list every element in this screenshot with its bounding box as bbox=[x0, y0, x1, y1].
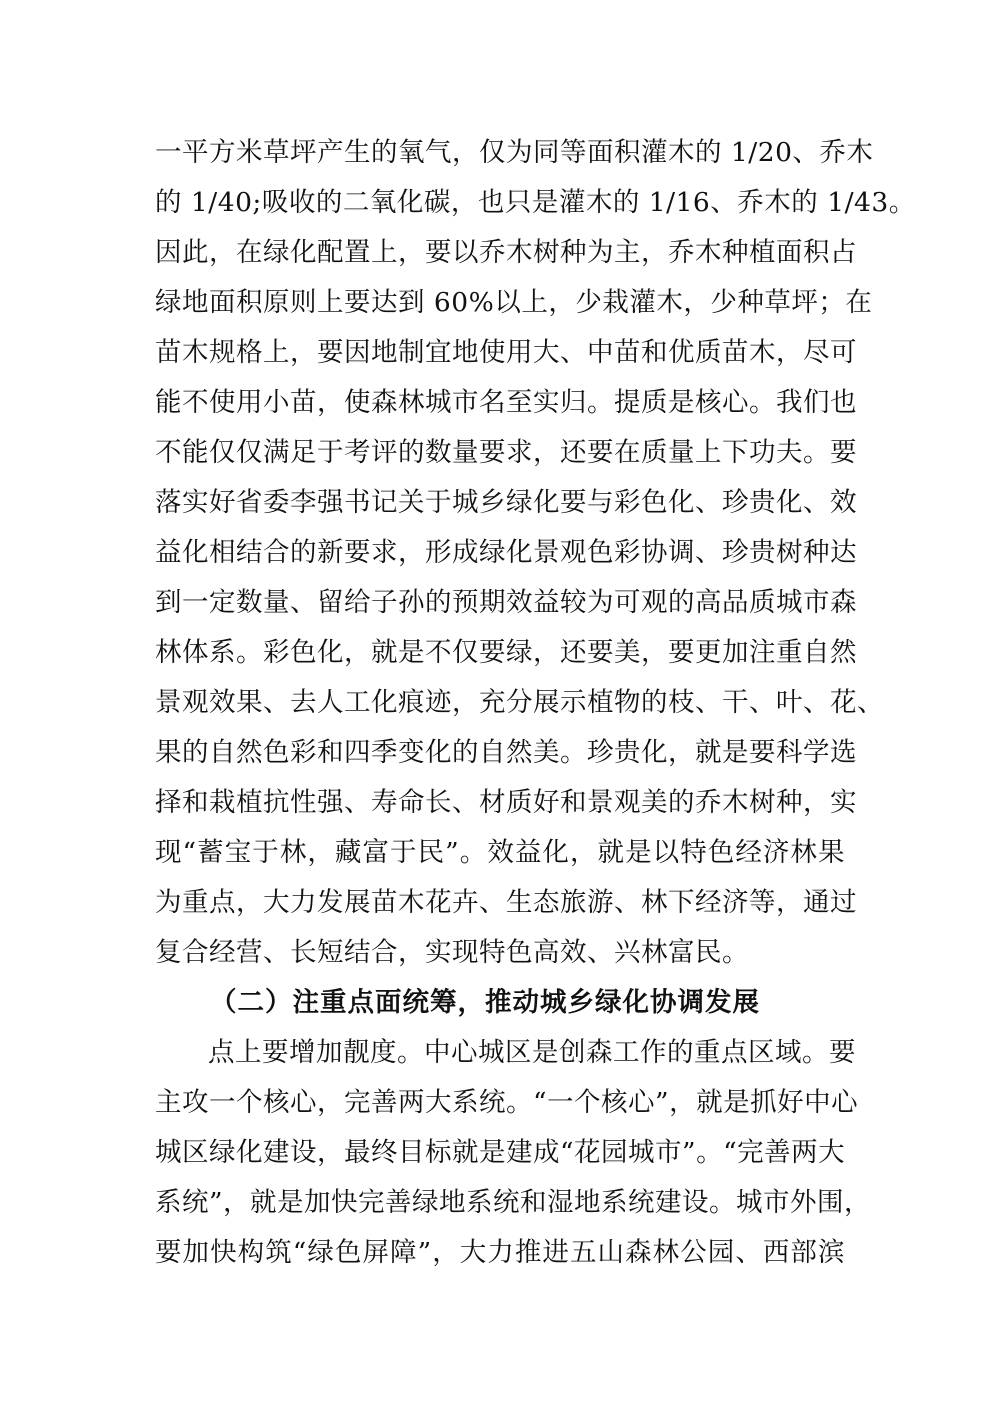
body-line: 的 1/40;吸收的二氧化碳，也只是灌木的 1/16、乔木的 1/43。 bbox=[155, 187, 916, 218]
section-heading: （二）注重点面统筹，推动城乡绿化协调发展 bbox=[210, 987, 760, 1018]
body-line: 因此，在绿化配置上，要以乔木树种为主，乔木种植面积占 bbox=[155, 237, 857, 268]
body-line: 要加快构筑“绿色屏障”，大力推进五山森林公园、西部滨 bbox=[155, 1237, 845, 1268]
body-line: 绿地面积原则上要达到 60%以上，少栽灌木，少种草坪；在 bbox=[155, 287, 873, 318]
body-line: 林体系。彩色化，就是不仅要绿，还要美，要更加注重自然 bbox=[155, 637, 857, 668]
body-line: 一平方米草坪产生的氧气，仅为同等面积灌木的 1/20、乔木 bbox=[155, 137, 874, 168]
body-line: 景观效果、去人工化痕迹，充分展示植物的枝、干、叶、花、 bbox=[155, 687, 884, 718]
body-line: 能不使用小苗，使森林城市名至实归。提质是核心。我们也 bbox=[155, 387, 857, 418]
body-line: 益化相结合的新要求，形成绿化景观色彩协调、珍贵树种达 bbox=[155, 537, 857, 568]
body-line: 择和栽植抗性强、寿命长、材质好和景观美的乔木树种，实 bbox=[155, 787, 857, 818]
body-line: 现“蓄宝于林，藏富于民”。效益化，就是以特色经济林果 bbox=[155, 837, 845, 868]
body-line: 到一定数量、留给子孙的预期效益较为可观的高品质城市森 bbox=[155, 587, 857, 618]
body-line: 主攻一个核心，完善两大系统。“一个核心”，就是抓好中心 bbox=[155, 1087, 859, 1118]
body-line: 为重点，大力发展苗木花卉、生态旅游、林下经济等，通过 bbox=[155, 887, 857, 918]
body-line: 城区绿化建设，最终目标就是建成“花园城市”。“完善两大 bbox=[155, 1137, 846, 1168]
body-line: 复合经营、长短结合，实现特色高效、兴林富民。 bbox=[155, 937, 749, 968]
body-line: 果的自然色彩和四季变化的自然美。珍贵化，就是要科学选 bbox=[155, 737, 857, 768]
body-line: 不能仅仅满足于考评的数量要求，还要在质量上下功夫。要 bbox=[155, 437, 857, 468]
body-line: 落实好省委李强书记关于城乡绿化要与彩色化、珍贵化、效 bbox=[155, 487, 857, 518]
body-line: 苗木规格上，要因地制宜地使用大、中苗和优质苗木，尽可 bbox=[155, 337, 857, 368]
body-line: 系统”，就是加快完善绿地系统和湿地系统建设。城市外围， bbox=[155, 1187, 872, 1218]
body-line: 点上要增加靓度。中心城区是创森工作的重点区域。要 bbox=[208, 1037, 856, 1068]
